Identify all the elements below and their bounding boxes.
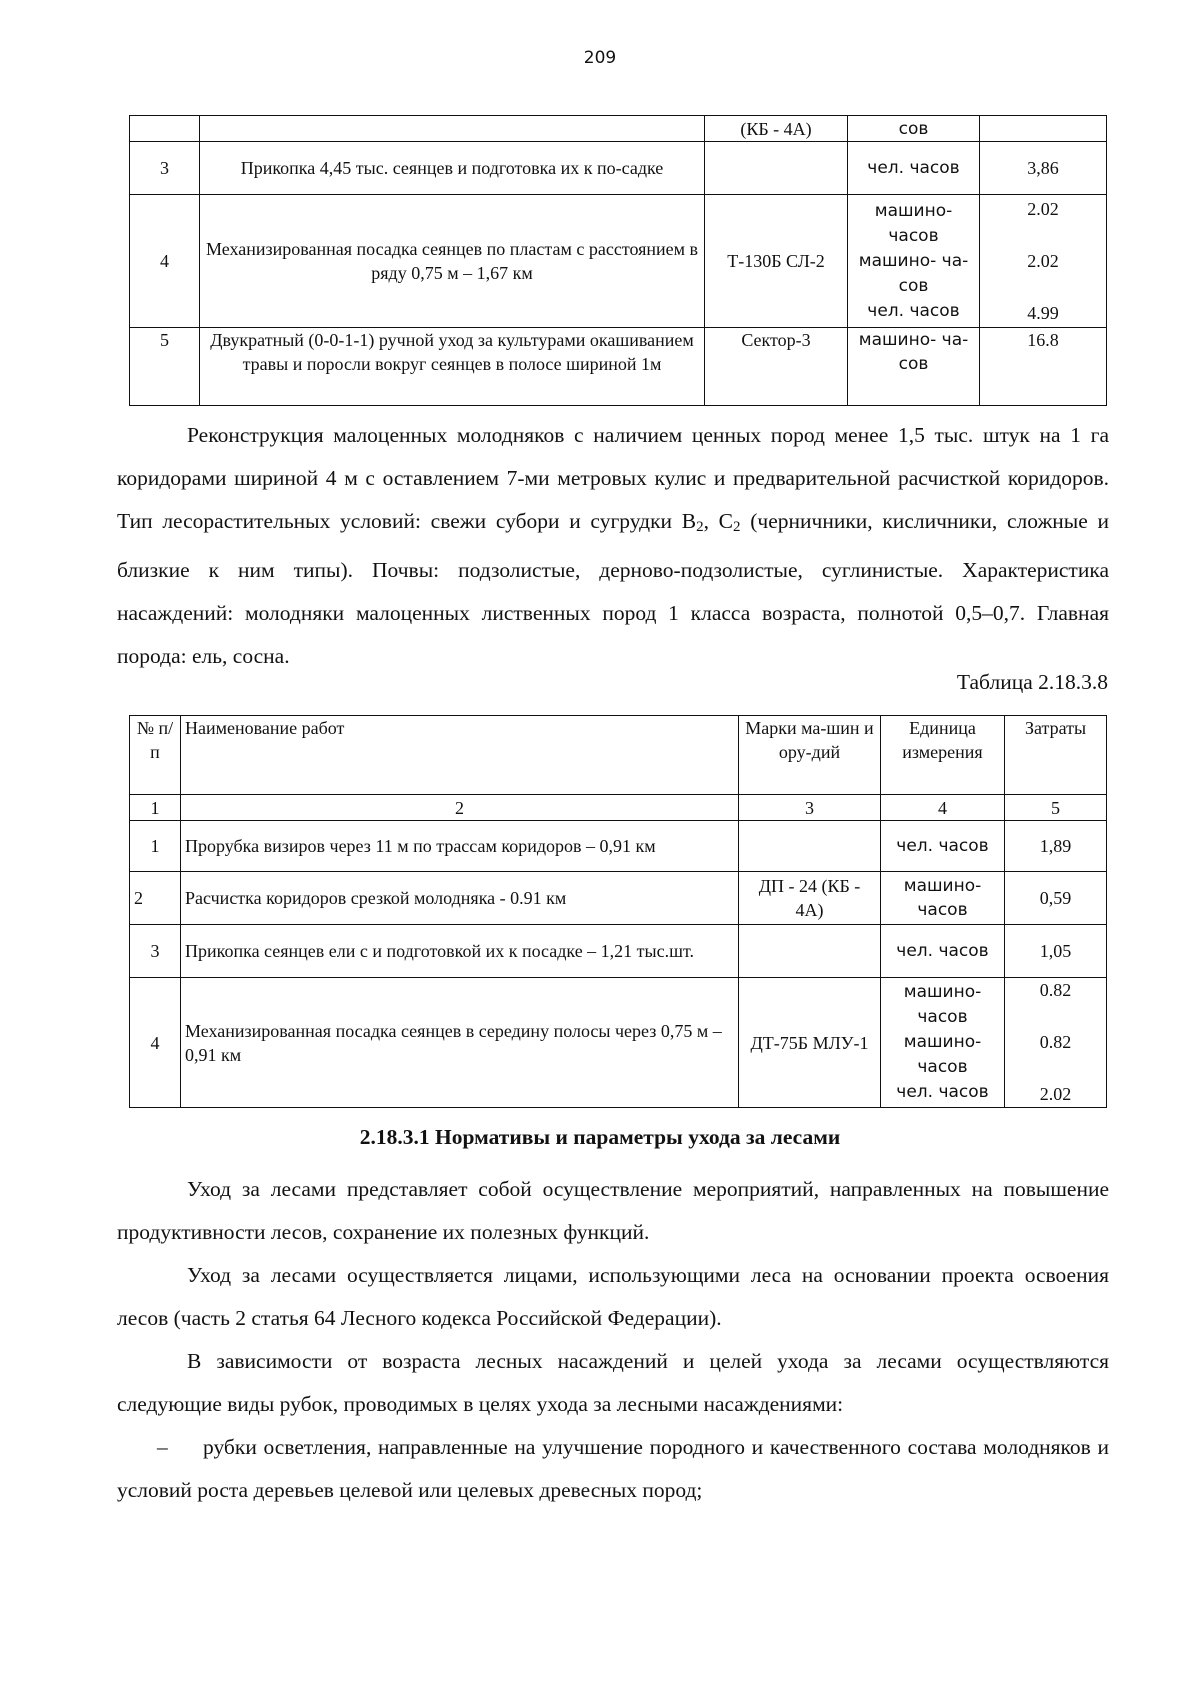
unit: чел. часов	[881, 925, 1005, 978]
unit: машино- ча-сов	[848, 328, 980, 406]
work-name: Прикопка сеянцев ели с и подготовкой их к посадке – 1,21 тыс.шт.	[181, 925, 739, 978]
cost: 3,86	[980, 142, 1107, 195]
units-cell	[881, 978, 1005, 1108]
cost: 4.99	[1027, 302, 1059, 323]
work-name: Двукратный (0-0-1-1) ручной уход за культурами окашиванием травы и поросли вокруг сеянцев в полосе шириной 1м	[200, 328, 705, 406]
section-paragraph: Уход за лесами осуществляется лицами, использующими леса на основании проекта освоения лесов (часть 2 статья 64 Лесного кодекса Российской Федерации).	[117, 1263, 1109, 1330]
paragraph-text: , С	[703, 509, 734, 533]
section-heading: 2.18.3.1 Нормативы и параметры ухода за лесами	[359, 1125, 841, 1149]
machines: ДП - 24 (КБ - 4А)	[739, 872, 881, 925]
row-number: 1	[130, 821, 181, 872]
unit: машино-часов	[874, 200, 953, 246]
row-number	[130, 116, 200, 142]
header-work: Наименование работ	[181, 716, 739, 795]
subscript: 2	[733, 519, 741, 535]
unit: чел. часов	[867, 300, 960, 321]
work-name: Прикопка 4,45 тыс. сеянцев и подготовка их к по-садке	[200, 142, 705, 195]
unit: чел. часов	[896, 1082, 989, 1102]
work-name: Механизированная посадка сеянцев по пластам с расстоянием в ряду 0,75 м – 1,67 км	[200, 195, 705, 328]
column-numbers-row	[130, 795, 1107, 821]
section-paragraph: Уход за лесами представляет собой осуществление мероприятий, направленных на повышение продуктивности лесов, сохранение их полезных функций.	[117, 1177, 1109, 1244]
cost: 2.02	[1039, 1084, 1072, 1104]
table-row	[130, 195, 1107, 328]
unit: машино-часов	[903, 1032, 982, 1077]
unit: чел. часов	[848, 142, 980, 195]
subscript: 2	[696, 519, 704, 535]
table-row	[130, 116, 1107, 142]
unit: чел. часов	[881, 821, 1005, 872]
work-name: Расчистка коридоров срезкой молодняка - 0.91 км	[181, 872, 739, 925]
column-number: 2	[181, 795, 739, 821]
cost: 2.02	[1027, 250, 1059, 271]
table-row	[130, 872, 1107, 925]
column-number: 4	[881, 795, 1005, 821]
column-number: 3	[739, 795, 881, 821]
machines	[739, 925, 881, 978]
table-row	[130, 328, 1107, 406]
header-units: Единица измерения	[881, 716, 1005, 795]
cost: 1,89	[1005, 821, 1107, 872]
unit: машино- ча-сов	[858, 250, 969, 296]
header-machines: Марки ма-шин и ору-дий	[739, 716, 881, 795]
page-number: 209	[583, 48, 617, 68]
cost: 0,59	[1005, 872, 1107, 925]
row-number: 3	[130, 925, 181, 978]
header-num: № п/п	[130, 716, 181, 795]
row-number: 2	[130, 872, 181, 925]
unit: машино-часов	[903, 982, 982, 1027]
unit: машино-часов	[881, 872, 1005, 925]
machines	[739, 821, 881, 872]
table-row	[130, 142, 1107, 195]
works-table-2-18-3-8	[129, 715, 1107, 1108]
works-table-continued	[129, 115, 1107, 406]
cost: 2.02	[1027, 198, 1059, 219]
work-name: Прорубка визиров через 11 м по трассам коридоров – 0,91 км	[181, 821, 739, 872]
machines: (КБ - 4А)	[705, 116, 848, 142]
cost: 1,05	[1005, 925, 1107, 978]
row-number: 5	[130, 328, 200, 406]
work-name: Механизированная посадка сеянцев в середину полосы через 0,75 м – 0,91 км	[181, 978, 739, 1108]
bullet-item	[117, 1426, 1109, 1512]
units-cell	[848, 195, 980, 328]
cost: 0.82	[1039, 980, 1072, 1000]
cost: 16.8	[980, 328, 1107, 406]
machines: ДТ-75Б МЛУ-1	[739, 978, 881, 1108]
table-row	[130, 925, 1107, 978]
row-number: 4	[130, 195, 200, 328]
bullet-text: рубки осветления, направленные на улучшение породного и качественного состава молодняков и условий роста деревьев целевой или целевых древесных пород;	[117, 1435, 1109, 1502]
paragraph-text: Реконструкция малоценных молодняков с наличием ценных пород менее 1,5 тыс. штук на 1 га коридорами шириной 4 м с оставлением 7-ми метровых кулис и предварительной расчисткой коридоров. Тип лесорастительных условий: свежи субори и сугрудки В	[117, 423, 1109, 533]
table-caption: Таблица 2.18.3.8	[956, 670, 1108, 694]
machines: Сектор-3	[705, 328, 848, 406]
machines	[705, 142, 848, 195]
machines: Т-130Б СЛ-2	[705, 195, 848, 328]
row-number: 4	[130, 978, 181, 1108]
reconstruction-paragraph	[117, 414, 1109, 678]
cost: 0.82	[1039, 1032, 1072, 1052]
paragraph-text: (черничники, кисличники, сложные и близкие к ним типы). Почвы: подзолистые, дерново-подзолистые, суглинистые. Характеристика насаждений: молодняки малоценных лиственных пород 1 класса возраста, полнотой 0,5–0,7. Главная порода: ель, сосна.	[117, 509, 1110, 668]
table-row	[130, 978, 1107, 1108]
unit: сов	[848, 116, 980, 142]
bullet-marker: –	[157, 1435, 168, 1459]
table-row	[130, 821, 1107, 872]
costs-cell	[1005, 978, 1107, 1108]
costs-cell	[980, 195, 1107, 328]
column-number: 1	[130, 795, 181, 821]
section-paragraph: В зависимости от возраста лесных насаждений и целей ухода за лесами осуществляются следующие виды рубок, проводимых в целях ухода за лесными насаждениями:	[117, 1349, 1109, 1416]
table-header-row	[130, 716, 1107, 795]
work-name	[200, 116, 705, 142]
header-costs: Затраты	[1005, 716, 1107, 795]
column-number: 5	[1005, 795, 1107, 821]
cost	[980, 116, 1107, 142]
row-number: 3	[130, 142, 200, 195]
